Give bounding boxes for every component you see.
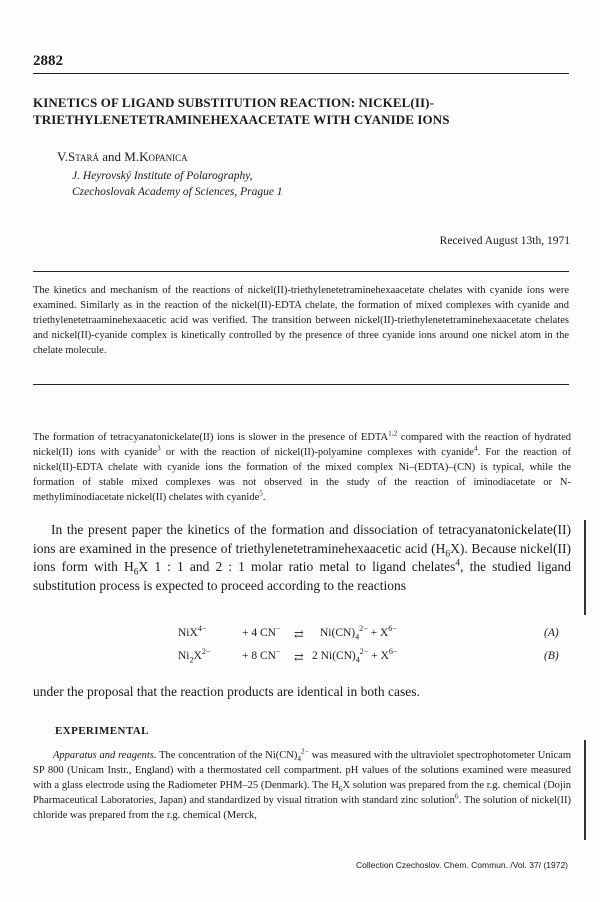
eq-a-label: (A) — [544, 627, 559, 639]
p2-text-a: In the present paper the kinetics of the formation and dissociation of tetracyanatonickelate(II) ions are examined in the presence of triethylenetetraminehexaacetic acid (H — [33, 522, 571, 556]
p4-sup-a: 2− — [301, 746, 309, 756]
aim-paragraph — [33, 521, 571, 595]
abstract: The kinetics and mechanism of the reactions of nickel(II)-triethylenetetraminehexaacetate chelates with cyanide ions were examined. Similarly as in the reaction of the nickel(II)-EDTA chelate, the formation of mixed complexes with cyanide and triethylenetetraaminehexaacetic acid was verified. The transition between nickel(II)-triethylenetetraminehexaacetate chelates and nickel(II)-cyanide complex is kinetically controlled by the presence of three cyanide ions around one nickel atom in the chelate molecule. — [33, 285, 569, 356]
received-date: Received August 13th, 1971 — [439, 235, 570, 247]
p2-text-d: , the studied ligand substitution process is expected to proceed according to the reactions — [33, 559, 571, 593]
p4-text-c: X solution was prepared from the r.g. chemical (Dojin Pharmaceutical Laboratories, Japan) and standardized by visual titration with standard zinc solution — [33, 780, 572, 806]
p1-text-b: compared with the reaction of hydrated nickel(II) ions with cyanide — [33, 432, 572, 458]
p4-text-b: was measured with the ultraviolet spectrophotometer Unicam SP 800 (Unicam Instr., England) with a thermostated cell compartment. pH values of the solutions examined were measured with a glass electrode using the Radiometer PHM–25 (Denmark). The H — [33, 750, 571, 791]
author-2-initial: M. — [124, 149, 140, 164]
title-line-2: TRIETHYLENETETRAMINEHEXAACETATE WITH CYANIDE IONS — [33, 112, 450, 127]
eq-b-label: (B) — [544, 650, 559, 662]
equation-b — [0, 647, 600, 668]
ref-4: 4 — [473, 443, 478, 453]
ref-5: 5 — [259, 488, 263, 498]
page-number: 2882 — [33, 53, 63, 69]
p2-sub-a: 6 — [445, 549, 451, 560]
ref-4-b: 4 — [455, 558, 461, 569]
ref-1-2: 1,2 — [388, 428, 398, 438]
journal-footer: Collection Czechoslov. Chem. Commun. /Vol. 37/ (1972) — [356, 860, 568, 870]
section-heading-experimental: EXPERIMENTAL — [55, 725, 149, 737]
equation-a — [0, 624, 600, 645]
p1-text-a: The formation of tetracyanatonickelate(II) ions is slower in the presence of EDTA — [33, 432, 389, 443]
abstract-bottom-rule — [33, 384, 569, 385]
author-list — [57, 149, 188, 165]
margin-mark-1 — [584, 520, 586, 615]
p1-text-d: . For the reaction of nickel(II)-EDTA chelate with cyanide ions the formation of the mixed complex Ni–(EDTA)–(CN) is typical, while the formation of stable mixed complexes was not observed in the study of the reaction of iminodiacetate or N-methyliminodiacetate nickel(II) chelates with cyanide — [33, 447, 571, 503]
proposal-sentence: under the proposal that the reaction products are identical in both cases. — [33, 684, 420, 699]
eq-a-reactant-1: NiX$^{4-}$ — [178, 624, 207, 639]
author-1-surname: Stará — [67, 149, 99, 164]
author-conjunction: and — [98, 149, 125, 164]
p4-text-a: The concentration of the Ni(CN) — [156, 750, 298, 761]
eq-a-equilibrium-arrow: ⇄ — [294, 629, 304, 641]
p2-text-c: X 1 : 1 and 2 : 1 molar ratio metal to ligand chelates — [138, 559, 456, 574]
p1-text-e: . — [262, 492, 266, 503]
eq-a-products: $Ni(CN)_4^{2-} + X^{6-}$ — [320, 624, 397, 642]
p4-sub-a: 4 — [297, 754, 302, 764]
p4-lead: Apparatus and reagents. — [53, 750, 157, 761]
affiliation-line-1: J. Heyrovský Institute of Polarography, — [72, 170, 253, 182]
p4-sub-b: 6 — [338, 784, 343, 794]
abstract-top-rule — [33, 271, 569, 272]
margin-mark-2 — [584, 740, 586, 840]
p4-text-d: . The solution of nickel(II) chloride was prepared from the r.g. chemical (Merck, — [33, 795, 571, 821]
ref-6: 6 — [454, 791, 459, 801]
author-2-surname: Kopanica — [139, 149, 188, 164]
p1-text-c: or with the reaction of nickel(II)-polyamine complexes with cyanide — [160, 447, 474, 458]
eq-a-reactant-2: + 4 CN− — [242, 624, 281, 639]
experimental-paragraph — [33, 748, 571, 823]
title-line-1: KINETICS OF LIGAND SUBSTITUTION REACTION: NICKEL(II)- — [33, 95, 435, 110]
ref-3: 3 — [157, 443, 161, 453]
affiliation — [72, 168, 283, 200]
eq-b-equilibrium-arrow: ⇄ — [294, 652, 304, 664]
affiliation-line-2: Czechoslovak Academy of Sciences, Prague 1 — [72, 186, 283, 198]
p2-text-b: X). Because nickel(II) ions form with H — [33, 540, 571, 574]
article-title — [33, 94, 573, 128]
eq-b-reactant-1: $Ni_2X^{2-}$ — [178, 647, 211, 665]
eq-b-products: 2 $Ni(CN)_4^{2-} + X^{6-}$ — [312, 647, 398, 665]
header-rule — [33, 73, 569, 74]
p2-sub-b: 6 — [133, 567, 139, 578]
eq-b-reactant-2: + 8 CN− — [242, 647, 281, 662]
intro-paragraph — [33, 430, 571, 505]
author-1-initial: V. — [57, 149, 68, 164]
